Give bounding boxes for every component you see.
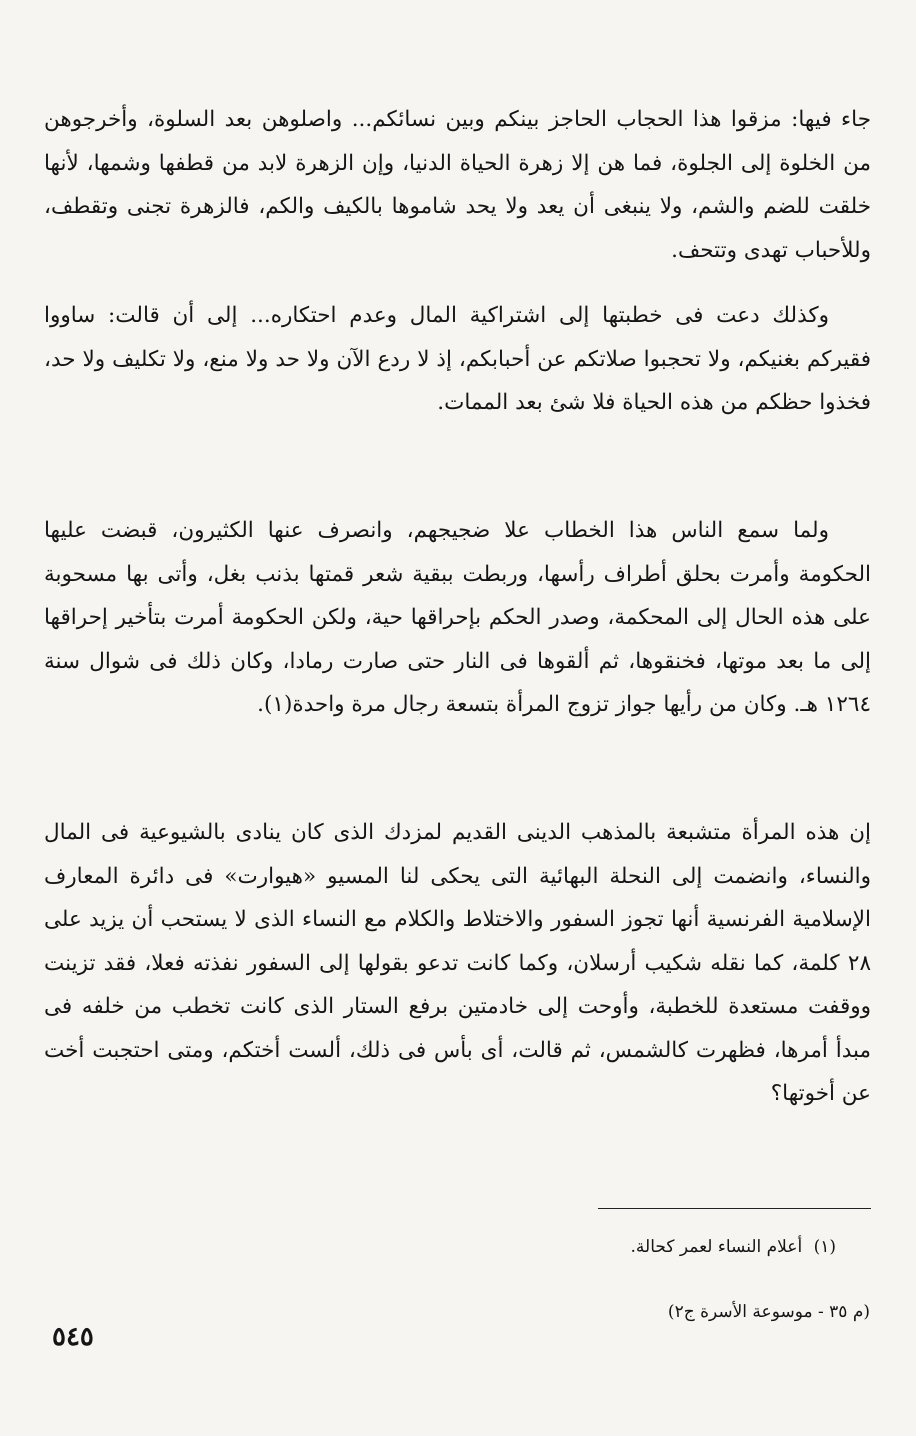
main-text bbox=[44, 98, 871, 1171]
paragraph-4: إن هذه المرأة متشبعة بالمذهب الدينى القديم لمزدك الذى كان ينادى بالشيوعية فى المال والنساء، وانضمت إلى النحلة البهائية التى يحكى لنا المسيو «هيوارت» فى دائرة المعارف الإسلامية الفرنسية أنها تجوز السفور والاختلاط والكلام مع النساء الذى لا يستحب أن يزيد على ٢٨ كلمة، كما نقله شكيب أرسلان، وكما كانت تدعو بقولها إلى السفور نفذته فعلا، فقد تزينت ووقفت مستعدة للخطبة، وأوحت إلى خادمتين برفع الستار الذى كانت تخطب من خلفه فى مبدأ أمرها، فظهرت كالشمس، ثم قالت، أى بأس فى ذلك، ألست أختكم، ومتى احتجبت أخت عن أخوتها؟ bbox=[44, 820, 871, 1106]
page-number: ٥٤٥ bbox=[52, 1322, 94, 1352]
footnote-marker: (١) bbox=[813, 1237, 836, 1257]
paragraph-2: وكذلك دعت فى خطبتها إلى اشتراكية المال وعدم احتكاره... إلى أن قالت: ساووا فقيركم بغنيكم، ولا تحجبوا صلاتكم عن أحبابكم، إذ لا ردع الآن ولا حد ولا منع، ولا تكليف ولا حد، فخذوا حظكم من هذه الحياة فلا شئ بعد الممات. bbox=[44, 303, 871, 415]
paragraph-1: جاء فيها: مزقوا هذا الحجاب الحاجز بينكم وبين نسائكم... واصلوهن بعد السلوة، وأخرجوهن من الخلوة إلى الجلوة، فما هن إلا زهرة الحياة الدنيا، وإن الزهرة لابد من قطفها وشمها، لأنها خلقت للضم والشم، ولا ينبغى أن يعد ولا يحد شاموها بالكيف والكم، فالزهرة تجنى وتقطف، وللأحباب تهدى وتتحف. bbox=[44, 107, 871, 263]
paragraph-3: ولما سمع الناس هذا الخطاب علا ضجيجهم، وانصرف عنها الكثيرون، قبضت عليها الحكومة وأمرت بحلق أطراف رأسها، وربطت ببقية شعر قمتها بذنب بغل، وأتى بها مسحوبة على هذه الحال إلى المحكمة، وصدر الحكم بإحراقها حية، ولكن الحكومة أمرت بتأخير إحراقها إلى ما بعد موتها، فخنقوها، ثم ألقوها فى النار حتى صارت رمادا، وكان ذلك فى شوال سنة ١٢٦٤ هـ. وكان من رأيها جواز تزوج المرأة بتسعة رجال مرة واحدة(١). bbox=[44, 518, 871, 717]
printer-signature: (م ٣٥ - موسوعة الأسرة ج٢) bbox=[667, 1302, 870, 1322]
footnote bbox=[436, 1233, 836, 1261]
footnote-text: أعلام النساء لعمر كحالة. bbox=[630, 1237, 803, 1257]
footnote-divider bbox=[598, 1208, 871, 1209]
